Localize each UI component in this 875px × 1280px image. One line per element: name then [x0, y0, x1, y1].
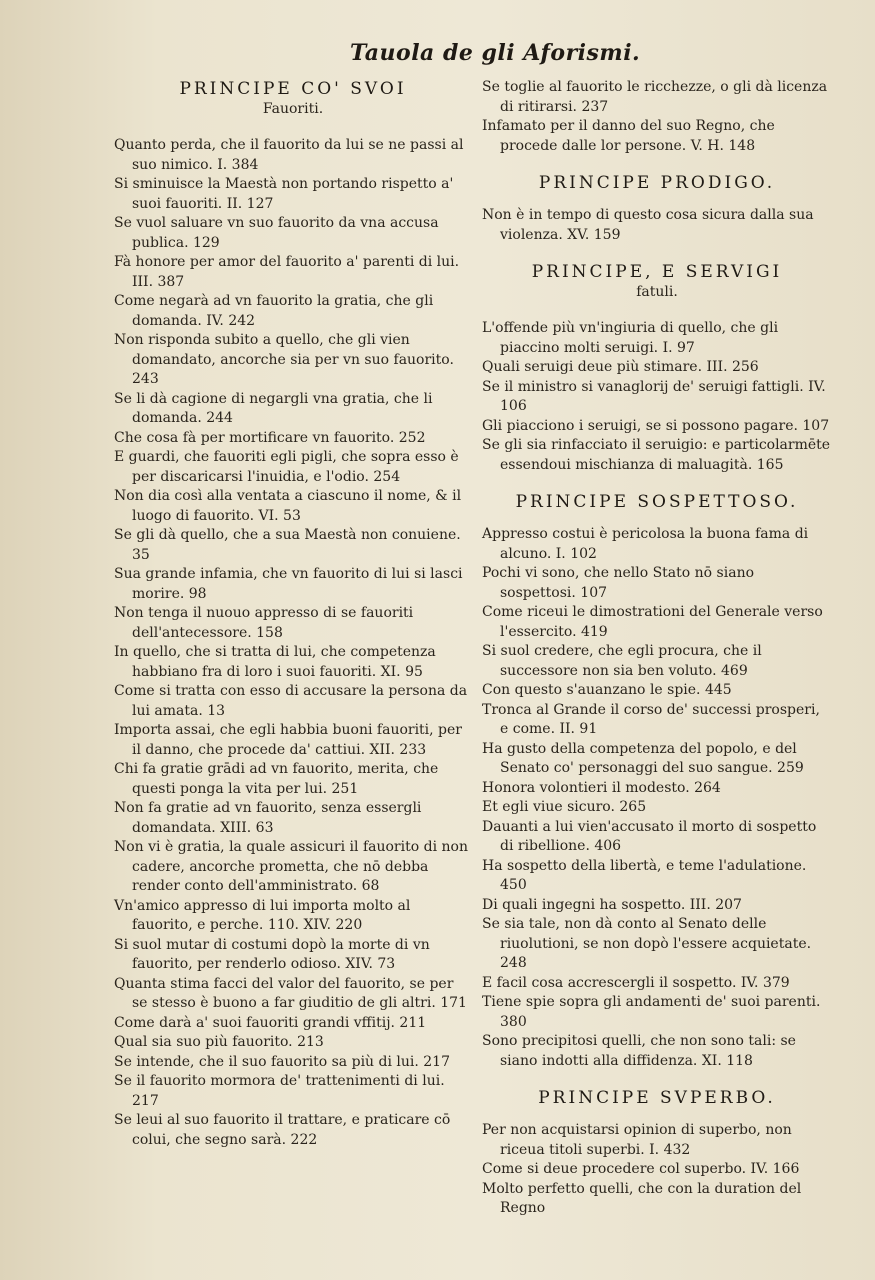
aphorism-entry: Se gli dà quello, che a sua Maestà non conuiene. 35 — [114, 527, 461, 563]
aphorism-entry: Appresso costui è pericolosa la buona fama di alcuno. I. 102 — [482, 526, 809, 562]
aphorism-entry: Fà honore per amor del fauorito a' parenti di lui. III. 387 — [114, 254, 460, 290]
spacer — [482, 513, 832, 525]
aphorism-entry: Non è in tempo di questo cosa sicura dalla sua violenza. XV. 159 — [482, 207, 814, 243]
aphorism-entry: Quali seruigi deue più stimare. III. 256 — [482, 359, 759, 375]
section-heading-favoriti: PRINCIPE CO' SVOI — [179, 79, 407, 99]
aphorism-entry: Con questo s'auanzano le spie. 445 — [482, 682, 732, 698]
aphorism-entry: Se il fauorito mormora de' trattenimenti di lui. 217 — [114, 1073, 445, 1109]
aphorism-entry: Ha sospetto della libertà, e teme l'adulatione. 450 — [482, 857, 807, 893]
aphorism-entry: Per non acquistarsi opinion di superbo, non riceua titoli superbi. I. 432 — [482, 1122, 792, 1158]
aphorism-entry: Di quali ingegni ha sospetto. III. 207 — [482, 896, 742, 913]
aphorism-entry: Tiene spie sopra gli andamenti de' suoi parenti. 380 — [482, 994, 821, 1030]
spacer — [482, 245, 832, 261]
aphorism-entry: Se intende, che il suo fauorito sa più di lui. 217 — [114, 1053, 450, 1070]
aphorism-entry: Quanta stima facci del valor del fauorito, se per se stesso è buono a far giuditio de gli altri. 171 — [114, 975, 467, 1011]
aphorism-entry: Se toglie al fauorito le ricchezze, o gli dà licenza di ritirarsi. 237 — [482, 79, 828, 115]
aphorism-entry: Tronca al Grande il corso de' successi prosperi, e come. II. 91 — [482, 701, 820, 737]
aphorism-entry: Pochi vi sono, che nello Stato nō siano sospettosi. 107 — [482, 565, 755, 601]
aphorism-entry: Chi fa gratie grādi ad vn fauorito, merita, che questi ponga la vita per lui. 251 — [114, 761, 439, 797]
section-heading-prodigo: PRINCIPE PRODIGO. — [538, 173, 776, 193]
aphorism-entry: L'offende più vn'ingiuria di quello, che gli piaccino molti seruigi. I. 97 — [482, 320, 779, 356]
aphorism-entry: E guardi, che fauoriti egli pigli, che sopra esso è per discaricarsi l'inuidia, e l'odio. 254 — [114, 449, 459, 485]
aphorism-entry: Molto perfetto quelli, che con la duration del Regno — [482, 1180, 802, 1216]
right-column — [482, 78, 832, 1219]
aphorism-entry: Se leui al suo fauorito il trattare, e praticare cō colui, che segno sarà. 222 — [114, 1112, 451, 1148]
aphorism-entry: Se sia tale, non dà conto al Senato delle riuolutioni, se non dopò l'essere acquietate. 248 — [482, 916, 812, 971]
spacer — [482, 475, 832, 491]
aphorism-entry: Sono precipitosi quelli, che non sono tali: se siano indotti alla diffidenza. XI. 118 — [482, 1033, 796, 1069]
aphorism-entry: Non vi è gratia, la quale assicuri il fauorito di non cadere, ancorche prometta, che nō debba render conto dell'amministrato. 68 — [114, 839, 468, 894]
aphorism-entry: Come si tratta con esso di accusare la persona da lui amata. 13 — [114, 683, 468, 719]
aphorism-entry: Qual sia suo più fauorito. 213 — [114, 1034, 324, 1050]
spacer — [482, 194, 832, 206]
running-head: Tauola de gli Aforismi. — [350, 40, 641, 66]
aphorism-entry: Se vuol saluare vn suo fauorito da vna accusa publica. 129 — [114, 215, 439, 251]
aphorism-entry: Non fa gratie ad vn fauorito, senza essergli domandata. XIII. 63 — [114, 800, 422, 836]
section-subheading-favoriti: Fauoriti. — [262, 101, 324, 117]
aphorism-entry: Come negarà ad vn fauorito la gratia, che gli domanda. IV. 242 — [114, 293, 434, 329]
aphorism-entry: Come darà a' suoi fauoriti grandi vffitij. 211 — [114, 1014, 427, 1031]
aphorism-entry: Come si deue procedere col superbo. IV. 166 — [482, 1161, 800, 1177]
left-column — [114, 78, 472, 1150]
aphorism-entry: Vn'amico appresso di lui importa molto al fauorito, e perche. 110. XIV. 220 — [114, 897, 411, 933]
spacer — [482, 1109, 832, 1121]
aphorism-entry: In quello, che si tratta di lui, che competenza habbiano fra di loro i suoi fauoriti. XI. 95 — [114, 644, 436, 680]
aphorism-entry: Non tenga il nuouo appresso di se fauoriti dell'antecessore. 158 — [114, 605, 414, 641]
aphorism-entry: Non dia così alla ventata a ciascuno il nome, & il luogo di fauorito. VI. 53 — [114, 488, 462, 524]
spacer — [482, 1071, 832, 1087]
section-heading-servigi: PRINCIPE, E SERVIGI — [531, 262, 783, 282]
spacer — [114, 124, 472, 136]
section-subheading-servigi: fatuli. — [636, 284, 678, 300]
aphorism-entry: Et egli viue sicuro. 265 — [482, 799, 647, 815]
aphorism-entry: Se il ministro si vanaglorij de' seruigi fattigli. IV. 106 — [482, 378, 826, 414]
aphorism-entry: Si suol credere, che egli procura, che il successore non sia ben voluto. 469 — [482, 643, 762, 679]
aphorism-entry: Si sminuisce la Maestà non portando rispetto a' suoi fauoriti. II. 127 — [114, 176, 454, 212]
spacer — [482, 156, 832, 172]
aphorism-entry: Ha gusto della competenza del popolo, e del Senato co' personaggi del suo sangue. 259 — [482, 740, 804, 776]
aphorism-entry: Quanto perda, che il fauorito da lui se ne passi al suo nimico. I. 384 — [114, 137, 464, 173]
aphorism-entry: Honora volontieri il modesto. 264 — [482, 779, 721, 796]
aphorism-entry: Infamato per il danno del suo Regno, che procede dalle lor persone. V. H. 148 — [482, 118, 775, 154]
aphorism-entry: E facil cosa accrescergli il sospetto. IV. 379 — [482, 974, 790, 991]
aphorism-entry: Che cosa fà per mortificare vn fauorito. 252 — [114, 429, 426, 446]
aphorism-entry: Dauanti a lui vien'accusato il morto di sospetto di ribellione. 406 — [482, 818, 817, 854]
aphorism-entry: Importa assai, che egli habbia buoni fauoriti, per il danno, che procede da' cattiui. XII. 233 — [114, 722, 462, 758]
aphorism-entry: Gli piacciono i seruigi, se si possono pagare. 107 — [482, 417, 830, 434]
aphorism-entry: Se li dà cagione di negargli vna gratia, che li domanda. 244 — [114, 390, 433, 426]
aphorism-entry: Non risponda subito a quello, che gli vien domandato, ancorche sia per vn suo fauorito. 243 — [114, 332, 454, 387]
aphorism-entry: Come riceui le dimostrationi del Generale verso l'essercito. 419 — [482, 604, 823, 640]
aphorism-entry: Si suol mutar di costumi dopò la morte di vn fauorito, per renderlo odioso. XIV. 73 — [114, 936, 430, 972]
section-heading-sospettoso: PRINCIPE SOSPETTOSO. — [515, 492, 799, 512]
aphorism-entry: Se gli sia rinfacciato il seruigio: e particolarmēte essendoui mischianza di maluagità. 165 — [482, 437, 831, 473]
aphorism-entry: Sua grande infamia, che vn fauorito di lui si lasci morire. 98 — [114, 566, 463, 602]
section-heading-superbo: PRINCIPE SVPERBO. — [538, 1088, 776, 1108]
spacer — [482, 307, 832, 319]
